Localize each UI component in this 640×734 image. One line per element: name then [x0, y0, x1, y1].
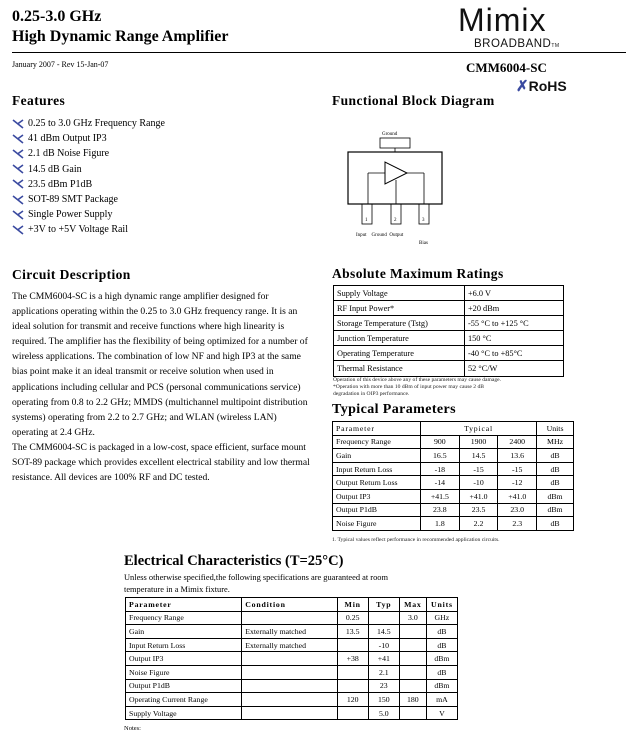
typical-value: 1900: [459, 435, 498, 449]
feature-text: 41 dBm Output IP3: [28, 133, 107, 145]
abs-max-param: Storage Temperature (Tstg): [334, 316, 465, 331]
electrical-subtitle: Unless otherwise specified,the following specifications are guaranteed at room temperature in a Mimix fixture.: [124, 573, 388, 594]
typical-value: 2.3: [498, 517, 537, 531]
electrical-value: [242, 611, 337, 625]
package-body: [348, 152, 442, 204]
electrical-param: Input Return Loss: [126, 638, 242, 652]
block-diagram-title: Functional Block Diagram: [332, 93, 495, 108]
abs-max-row: [334, 331, 564, 346]
abs-max-value: +20 dBm: [465, 301, 564, 316]
x-bullet-icon: [12, 210, 24, 220]
pin-3-label: 3: [422, 218, 425, 223]
electrical-header-cell: Typ: [368, 598, 399, 612]
electrical-value: 5.0: [368, 706, 399, 720]
electrical-value: V: [426, 706, 457, 720]
abs-max-value: 52 °C/W: [465, 361, 564, 376]
electrical-value: 120: [337, 693, 368, 707]
electrical-value: dB: [426, 638, 457, 652]
ground-tab: [380, 138, 410, 148]
typical-param: Gain: [333, 449, 421, 463]
electrical-value: +41: [368, 652, 399, 666]
electrical-value: 23: [368, 679, 399, 693]
block-diagram-figure: [340, 124, 450, 248]
typical-title: Typical Parameters: [332, 402, 456, 417]
electrical-header-cell: Min: [337, 598, 368, 612]
typical-param: Output IP3: [333, 489, 421, 503]
feature-item: [12, 146, 165, 161]
electrical-header-cell: Parameter: [126, 598, 242, 612]
revision-date: January 2007 - Rev 15-Jan-07: [12, 60, 109, 69]
x-bullet-icon: [12, 119, 24, 129]
electrical-param: Operating Current Range: [126, 693, 242, 707]
part-number: CMM6004-SC: [466, 60, 547, 75]
logo-subtitle: BROADBANDTM: [474, 38, 560, 50]
electrical-value: [242, 652, 337, 666]
feature-text: +3V to +5V Voltage Rail: [28, 224, 128, 236]
feature-text: 14.5 dB Gain: [28, 163, 82, 175]
feature-text: Single Power Supply: [28, 209, 113, 221]
electrical-value: Externally matched: [242, 625, 337, 639]
electrical-row: [126, 611, 458, 625]
electrical-value: [337, 665, 368, 679]
x-bullet-icon: [12, 164, 24, 174]
electrical-row: [126, 665, 458, 679]
typical-value: dB: [537, 476, 574, 490]
electrical-value: 2.1: [368, 665, 399, 679]
typical-row: [333, 503, 574, 517]
electrical-value: [399, 652, 426, 666]
abs-max-param: Supply Voltage: [334, 286, 465, 301]
electrical-value: [399, 625, 426, 639]
typical-row: [333, 449, 574, 463]
typical-value: 13.6: [498, 449, 537, 463]
electrical-param: Output P1dB: [126, 679, 242, 693]
typical-value: -12: [498, 476, 537, 490]
electrical-param: Supply Voltage: [126, 706, 242, 720]
x-bullet-icon: [12, 134, 24, 144]
circuit-paragraph-2: The CMM6004-SC is packaged in a low-cost, space efficient, surface mount SOT-89 package which provides excellent electrical stability and low thermal resistance. All devices are 100% RF and DC tested.: [12, 441, 310, 484]
typical-header-typical: Typical: [421, 422, 537, 436]
typical-value: +41.0: [498, 489, 537, 503]
typical-row: [333, 517, 574, 531]
electrical-value: +38: [337, 652, 368, 666]
typical-value: +41.5: [421, 489, 460, 503]
electrical-value: mA: [426, 693, 457, 707]
typical-value: dB: [537, 449, 574, 463]
typical-value: -15: [498, 462, 537, 476]
electrical-value: -10: [368, 638, 399, 652]
abs-max-row: [334, 301, 564, 316]
rohs-badge: [516, 77, 567, 95]
feature-item: [12, 177, 165, 192]
typical-value: dBm: [537, 503, 574, 517]
abs-max-param: Operating Temperature: [334, 346, 465, 361]
x-bullet-icon: [12, 225, 24, 235]
ground-top-label: Ground: [382, 132, 398, 137]
electrical-header-row: [126, 598, 458, 612]
typical-value: +41.0: [459, 489, 498, 503]
notes-label: Notes:: [124, 725, 141, 732]
typical-value: dBm: [537, 489, 574, 503]
typical-value: dB: [537, 462, 574, 476]
header-rule: [12, 52, 626, 53]
electrical-value: 180: [399, 693, 426, 707]
electrical-value: 13.5: [337, 625, 368, 639]
abs-max-value: -55 °C to +125 °C: [465, 316, 564, 331]
electrical-row: [126, 706, 458, 720]
abs-max-row: [334, 316, 564, 331]
typical-table: [332, 421, 574, 531]
typical-row: [333, 476, 574, 490]
typical-row: [333, 462, 574, 476]
bias-label: Bias: [419, 241, 428, 246]
circuit-description-title: Circuit Description: [12, 267, 131, 282]
electrical-param: Frequency Range: [126, 611, 242, 625]
typical-value: 23.8: [421, 503, 460, 517]
feature-text: SOT-89 SMT Package: [28, 194, 118, 206]
typical-value: 23.0: [498, 503, 537, 517]
electrical-value: dBm: [426, 652, 457, 666]
electrical-value: 3.0: [399, 611, 426, 625]
typical-value: 16.5: [421, 449, 460, 463]
logo-tm: TM: [551, 43, 560, 49]
electrical-value: [399, 638, 426, 652]
rohs-label: RoHS: [528, 78, 567, 94]
electrical-row: [126, 693, 458, 707]
typical-value: -18: [421, 462, 460, 476]
mimix-logo: [458, 2, 547, 39]
feature-text: 2.1 dB Noise Figure: [28, 148, 110, 160]
abs-max-param: RF Input Power*: [334, 301, 465, 316]
page-title-line1: 0.25-3.0 GHz: [12, 8, 102, 25]
typical-value: MHz: [537, 435, 574, 449]
abs-max-note: Operation of this device above any of these parameters may cause damage. *Operation with more than 10 dBm of input power may cause 2 dB degradation in OIP3 performance.: [333, 377, 502, 397]
electrical-value: [399, 679, 426, 693]
typical-note: 1. Typical values reflect performance in recommended application circuits.: [332, 537, 500, 543]
x-bullet-icon: [12, 179, 24, 189]
features-list: [12, 116, 165, 238]
electrical-value: [242, 665, 337, 679]
feature-text: 23.5 dBm P1dB: [28, 178, 93, 190]
typical-header-units: Units: [537, 422, 574, 436]
logo-word: Mimix: [458, 2, 547, 38]
electrical-value: [242, 693, 337, 707]
electrical-header-cell: Max: [399, 598, 426, 612]
electrical-value: 150: [368, 693, 399, 707]
feature-text: 0.25 to 3.0 GHz Frequency Range: [28, 118, 165, 130]
electrical-value: [337, 706, 368, 720]
typical-row: [333, 435, 574, 449]
electrical-value: [399, 706, 426, 720]
typical-param: Output P1dB: [333, 503, 421, 517]
typical-param: Noise Figure: [333, 517, 421, 531]
typical-param: Input Return Loss: [333, 462, 421, 476]
pin-1-label: 1: [365, 218, 368, 223]
page-title-line2: High Dynamic Range Amplifier: [12, 28, 229, 45]
typical-value: 23.5: [459, 503, 498, 517]
typical-value: -15: [459, 462, 498, 476]
typical-value: -10: [459, 476, 498, 490]
electrical-value: GHz: [426, 611, 457, 625]
electrical-value: dB: [426, 665, 457, 679]
typical-header-row: [333, 422, 574, 436]
typical-value: -14: [421, 476, 460, 490]
electrical-value: [337, 679, 368, 693]
electrical-value: [242, 679, 337, 693]
typical-param: Frequency Range: [333, 435, 421, 449]
abs-max-title: Absolute Maximum Ratings: [332, 266, 504, 281]
feature-item: [12, 207, 165, 222]
electrical-param: Output IP3: [126, 652, 242, 666]
abs-max-value: +6.0 V: [465, 286, 564, 301]
feature-item: [12, 116, 165, 131]
feature-item: [12, 222, 165, 237]
abs-max-value: -40 °C to +85°C: [465, 346, 564, 361]
circuit-description-body: [12, 289, 314, 485]
pin-2-label: 2: [394, 218, 397, 223]
electrical-value: [242, 706, 337, 720]
feature-item: [12, 192, 165, 207]
electrical-value: 14.5: [368, 625, 399, 639]
abs-max-value: 150 °C: [465, 331, 564, 346]
x-bullet-icon: [12, 149, 24, 159]
abs-max-table: [333, 285, 564, 377]
circuit-paragraph-1: The CMM6004-SC is a high dynamic range amplifier designed for applications operating within the 0.25 to 3.0 GHz frequency range. It is an ideal solution for transmit and receive functions where high linearity is required. The amplifier has the flexibility of being optimized for a number of wireless applications. The combination of low NF and high IP3 at the same bias point make it an ideal transmit or receive solution when used in applications including cellular and PCS (personal communications service) operating from 0.8 to 2.2 GHz; MMDS (multichannel multipoint distribution systems) operating from 2.2 to 2.7 GHz; and WLAN (wireless LAN) operating at 2.4 GHz.: [12, 291, 308, 438]
typical-value: 14.5: [459, 449, 498, 463]
electrical-header-cell: Units: [426, 598, 457, 612]
electrical-value: 0.25: [337, 611, 368, 625]
typical-value: 2400: [498, 435, 537, 449]
feature-item: [12, 131, 165, 146]
electrical-header-cell: Condition: [242, 598, 337, 612]
typical-row: [333, 489, 574, 503]
rohs-x-icon: ✗: [516, 78, 529, 95]
typical-value: dB: [537, 517, 574, 531]
electrical-param: Noise Figure: [126, 665, 242, 679]
features-title: Features: [12, 93, 66, 108]
electrical-value: dB: [426, 625, 457, 639]
typical-param: Output Return Loss: [333, 476, 421, 490]
electrical-value: [337, 638, 368, 652]
abs-max-param: Thermal Resistance: [334, 361, 465, 376]
typical-value: 1.8: [421, 517, 460, 531]
electrical-row: [126, 638, 458, 652]
electrical-title: Electrical Characteristics (T=25°C): [124, 553, 344, 569]
electrical-value: dBm: [426, 679, 457, 693]
block-diagram: [340, 124, 450, 253]
abs-max-row: [334, 361, 564, 376]
electrical-row: [126, 625, 458, 639]
electrical-value: Externally matched: [242, 638, 337, 652]
electrical-row: [126, 652, 458, 666]
electrical-row: [126, 679, 458, 693]
electrical-param: Gain: [126, 625, 242, 639]
abs-max-param: Junction Temperature: [334, 331, 465, 346]
pin-function-labels: Input Ground Output: [356, 233, 404, 238]
typical-value: 900: [421, 435, 460, 449]
electrical-value: [368, 611, 399, 625]
electrical-value: [399, 665, 426, 679]
feature-item: [12, 162, 165, 177]
typical-value: 2.2: [459, 517, 498, 531]
abs-max-row: [334, 346, 564, 361]
typical-header-parameter: Parameter: [333, 422, 421, 436]
electrical-table: [125, 597, 458, 720]
abs-max-row: [334, 286, 564, 301]
x-bullet-icon: [12, 195, 24, 205]
